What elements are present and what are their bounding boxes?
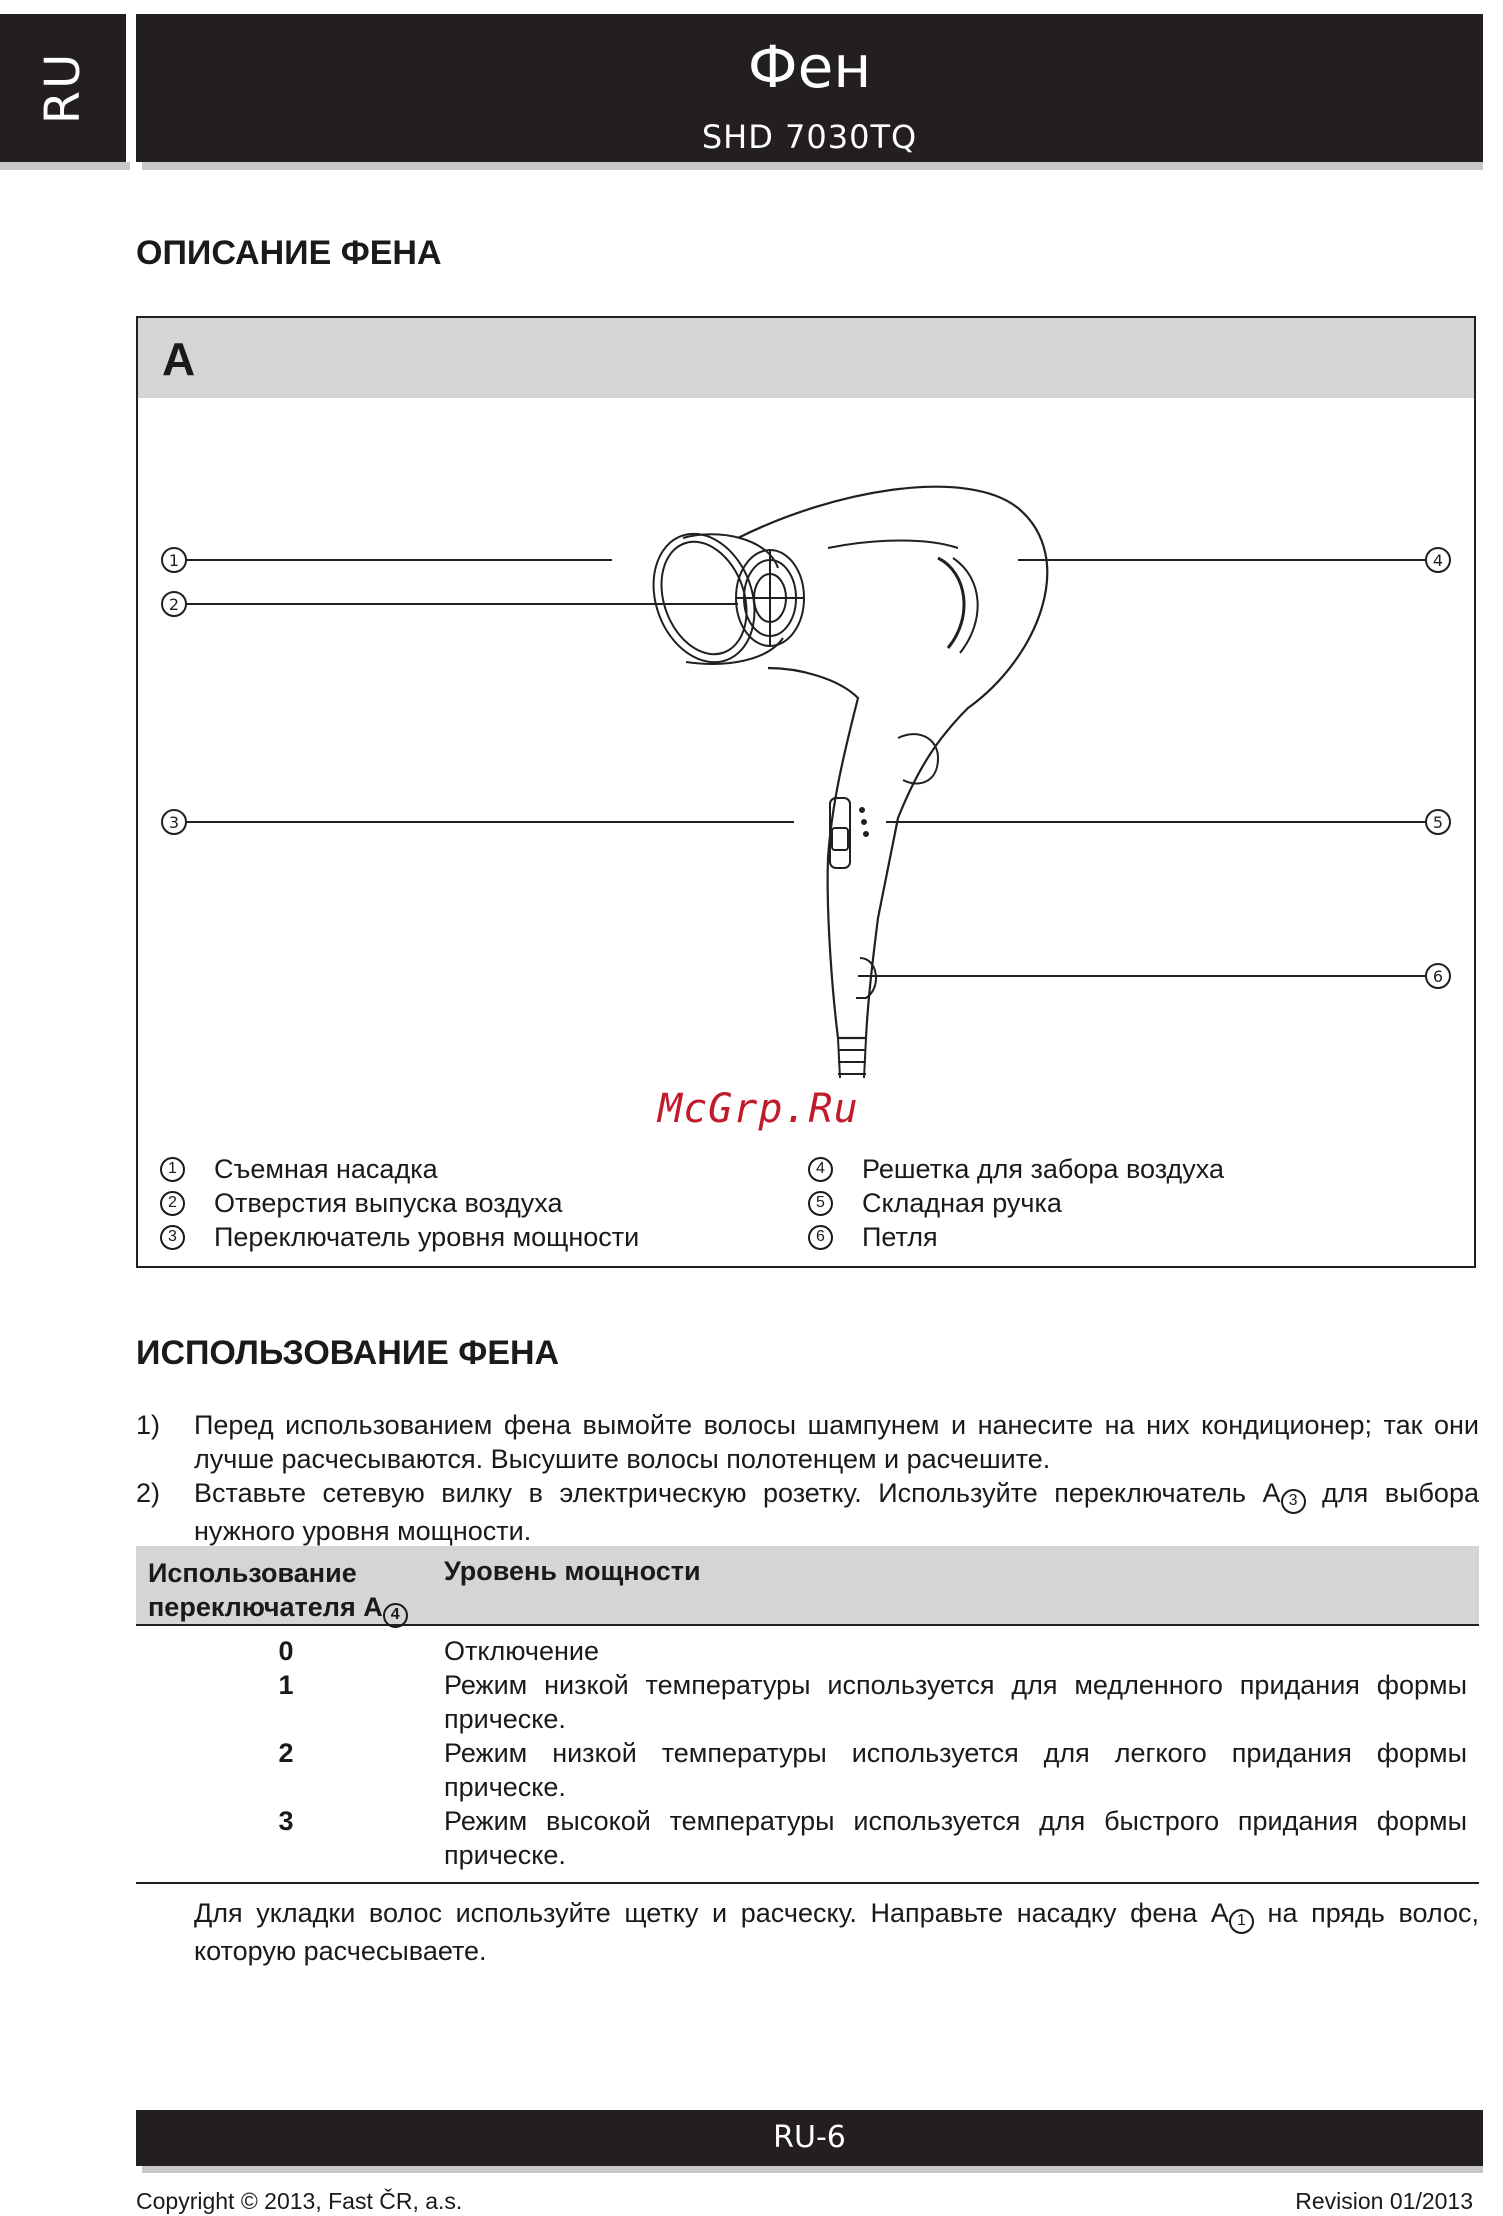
note-text-before: Для укладки волос используйте щетку и расческу. Направьте насадку фена A [194,1898,1229,1928]
footer-shadow [142,2166,1483,2173]
callout-number-6: 6 [1432,967,1444,986]
language-code: RU [35,51,91,125]
step-item [136,1476,1479,1548]
power-description: Режим низкой температуры используется для легкого придания формы прическе. [444,1738,1467,1802]
legend-number: 6 [808,1225,833,1250]
note-text-after: на прядь волос, которую расчесываете. [194,1898,1480,1966]
power-level: 2 [278,1738,294,1768]
table-header-power: Уровень мощности [444,1556,701,1586]
reference-number: 1 [1229,1909,1254,1934]
step-number: 2) [136,1478,161,1508]
language-tab-shadow [0,162,130,170]
table-header-switch [148,1556,438,1628]
callout-number-2: 2 [168,595,180,614]
language-tab [0,14,126,162]
table-row [136,1634,1479,1668]
power-level-table [136,1546,1479,1884]
hair-dryer-illustration [138,398,1474,1138]
legend-number: 3 [160,1225,185,1250]
table-body [136,1626,1479,1884]
header-shadow [142,162,1483,170]
step-text-before: Вставьте сетевую вилку в электрическую розетку. Используйте переключатель A [194,1478,1281,1508]
page-number: RU-6 [773,2120,846,2155]
table-row [136,1804,1479,1872]
callout-number-3: 3 [168,813,180,832]
figure-box [136,316,1476,1268]
figure-header [138,318,1474,398]
power-level: 0 [278,1636,294,1666]
legend-item [808,1152,1428,1186]
footer-bar [136,2110,1483,2166]
table-header-switch-text: Использование переключателя A [148,1558,383,1622]
model-number: SHD 7030TQ [701,118,918,156]
power-description: Отключение [444,1636,599,1666]
step-text: Перед использованием фена вымойте волосы шампунем и нанесите на них кондиционер; так они лучше расчесываются. Высушите волосы полотенцем и расчешите. [194,1410,1479,1474]
legend-number: 5 [808,1191,833,1216]
legend-column-left [160,1152,780,1254]
power-description: Режим высокой температуры используется для быстрого придания формы прическе. [444,1806,1467,1870]
page-title: Фен [747,33,872,101]
legend-text: Отверстия выпуска воздуха [214,1187,563,1218]
legend [160,1152,1452,1262]
usage-steps [136,1408,1479,1548]
power-description: Режим низкой температуры используется для медленного придания формы прическе. [444,1670,1467,1734]
legend-column-right [808,1152,1428,1254]
header-bar [136,14,1483,162]
callout-number-1: 1 [168,551,180,570]
legend-item [808,1220,1428,1254]
legend-text: Складная ручка [862,1187,1062,1218]
step-number: 1) [136,1410,161,1440]
table-row [136,1736,1479,1804]
revision: Revision 01/2013 [1295,2188,1473,2214]
watermark: McGrp.Ru [658,1086,859,1132]
legend-number: 1 [160,1157,185,1182]
step-item [136,1408,1479,1476]
usage-note [194,1896,1479,1968]
step-text [194,1476,1479,1548]
copyright: Copyright © 2013, Fast ČR, a.s. [136,2188,463,2214]
section-heading-usage: ИСПОЛЬЗОВАНИЕ ФЕНА [136,1334,560,1372]
legend-item [808,1186,1428,1220]
table-header [136,1546,1479,1626]
reference-number: 3 [1281,1489,1306,1514]
legend-item [160,1186,780,1220]
legend-text: Съемная насадка [214,1153,438,1184]
legend-text: Петля [862,1221,938,1252]
legend-number: 4 [808,1157,833,1182]
power-level: 3 [278,1806,294,1836]
section-heading-description: ОПИСАНИЕ ФЕНА [136,234,442,272]
callout-number-5: 5 [1432,813,1444,832]
legend-item [160,1152,780,1186]
figure-label: A [162,333,196,385]
callout-number-4: 4 [1432,551,1444,570]
legend-number: 2 [160,1191,185,1216]
step-text-after: для выбора нужного уровня мощности. [194,1478,1479,1546]
legend-text: Переключатель уровня мощности [214,1221,640,1252]
reference-number: 4 [383,1603,408,1628]
power-level: 1 [278,1670,294,1700]
legend-text: Решетка для забора воздуха [862,1153,1224,1184]
legend-item [160,1220,780,1254]
table-row [136,1668,1479,1736]
